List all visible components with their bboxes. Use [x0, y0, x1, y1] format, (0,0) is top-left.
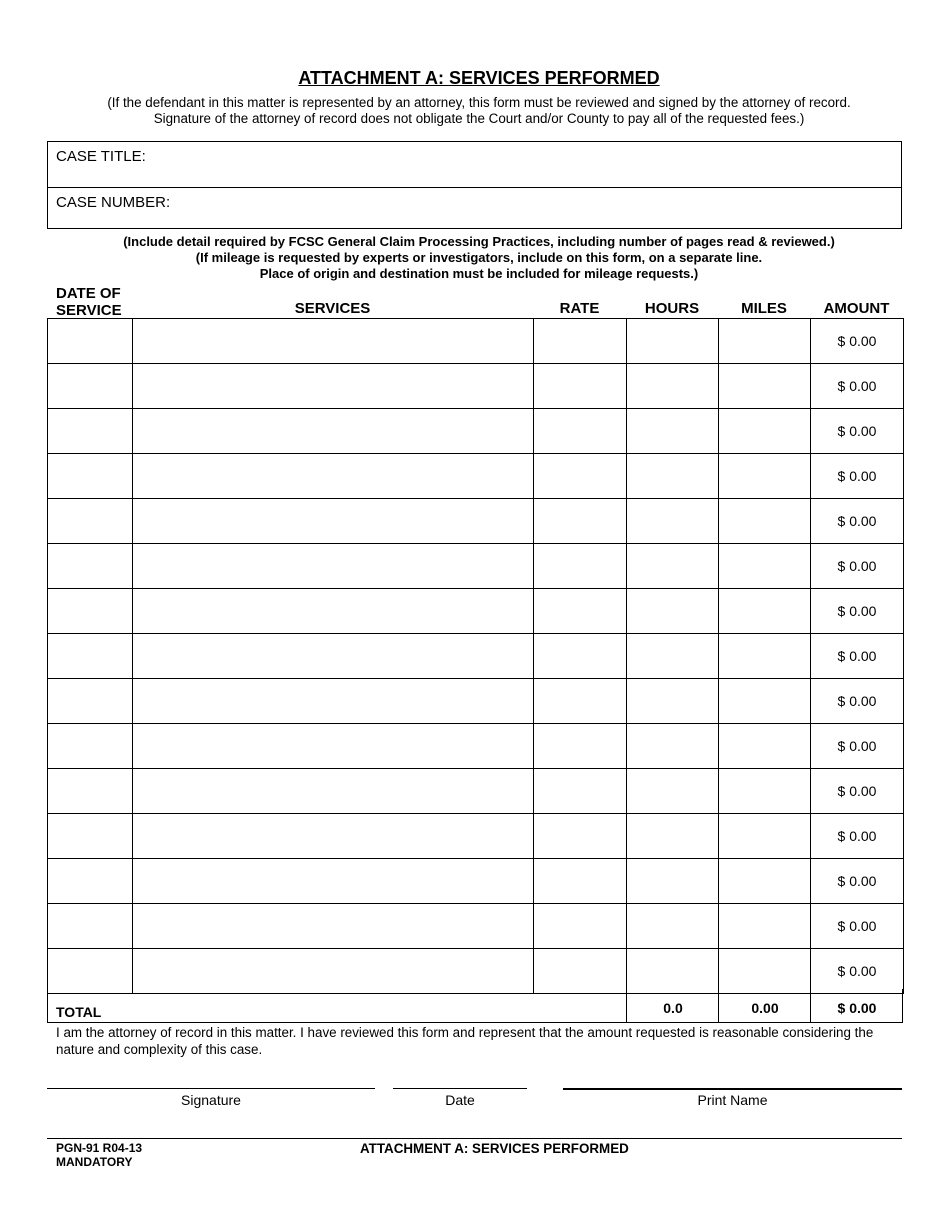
footer-mandatory: MANDATORY [56, 1155, 133, 1169]
form-title: ATTACHMENT A: SERVICES PERFORMED [298, 68, 660, 88]
footer-divider [47, 1138, 902, 1139]
total-row [47, 989, 903, 1023]
case-info-box [47, 141, 902, 229]
miles-cell[interactable] [719, 499, 811, 544]
services-cell[interactable] [133, 544, 534, 589]
services-cell[interactable] [133, 859, 534, 904]
hours-cell[interactable] [627, 634, 719, 679]
amount-cell: $ 0.00 [811, 814, 904, 859]
miles-cell[interactable] [719, 454, 811, 499]
date-label: Date [445, 1092, 475, 1108]
table-row [48, 679, 904, 724]
date-cell[interactable] [48, 319, 133, 364]
date-line[interactable] [393, 1088, 527, 1089]
amount-cell: $ 0.00 [811, 364, 904, 409]
services-cell[interactable] [133, 499, 534, 544]
services-cell[interactable] [133, 634, 534, 679]
amount-cell: $ 0.00 [811, 409, 904, 454]
miles-cell[interactable] [719, 679, 811, 724]
services-cell[interactable] [133, 454, 534, 499]
table-row [48, 904, 904, 949]
hours-cell[interactable] [627, 499, 719, 544]
table-row [48, 634, 904, 679]
services-cell[interactable] [133, 724, 534, 769]
miles-cell[interactable] [719, 589, 811, 634]
date-cell[interactable] [48, 589, 133, 634]
hours-cell[interactable] [627, 364, 719, 409]
instructions [40, 234, 918, 282]
hours-cell[interactable] [627, 589, 719, 634]
miles-cell[interactable] [719, 409, 811, 454]
rate-cell[interactable] [534, 679, 627, 724]
hours-cell[interactable] [627, 859, 719, 904]
rate-cell[interactable] [534, 499, 627, 544]
case-number-label: CASE NUMBER: [56, 194, 171, 211]
table-row [48, 454, 904, 499]
form-subtitle [40, 95, 918, 127]
date-cell[interactable] [48, 409, 133, 454]
rate-cell[interactable] [534, 589, 627, 634]
amount-cell: $ 0.00 [811, 679, 904, 724]
amount-cell: $ 0.00 [811, 544, 904, 589]
table-row [48, 499, 904, 544]
header-rate: RATE [559, 300, 600, 317]
table-row [48, 409, 904, 454]
hours-cell[interactable] [627, 679, 719, 724]
print-name-label: Print Name [697, 1092, 768, 1108]
table-row [48, 769, 904, 814]
hours-cell[interactable] [627, 544, 719, 589]
date-cell[interactable] [48, 544, 133, 589]
miles-cell[interactable] [719, 769, 811, 814]
header-date-line-1: DATE OF [56, 285, 121, 302]
services-table-body [48, 319, 904, 994]
header-date-of-service [56, 285, 122, 319]
header-date-line-2: SERVICE [56, 302, 122, 319]
rate-cell[interactable] [534, 859, 627, 904]
amount-cell: $ 0.00 [811, 859, 904, 904]
signature-label: Signature [181, 1092, 241, 1108]
miles-cell[interactable] [719, 724, 811, 769]
hours-cell[interactable] [627, 724, 719, 769]
amount-cell: $ 0.00 [811, 949, 904, 994]
footer-form-code: PGN-91 R04-13 [56, 1141, 143, 1155]
services-cell[interactable] [133, 409, 534, 454]
services-cell[interactable] [133, 814, 534, 859]
miles-cell[interactable] [719, 904, 811, 949]
hours-cell[interactable] [627, 409, 719, 454]
miles-cell[interactable] [719, 364, 811, 409]
rate-cell[interactable] [534, 364, 627, 409]
rate-cell[interactable] [534, 454, 627, 499]
header-services: SERVICES [294, 300, 371, 317]
miles-cell[interactable] [719, 634, 811, 679]
services-cell[interactable] [133, 769, 534, 814]
footer-form-id [56, 1141, 142, 1169]
signature-line[interactable] [47, 1088, 375, 1089]
services-cell[interactable] [133, 589, 534, 634]
date-cell[interactable] [48, 454, 133, 499]
case-number-row[interactable] [48, 188, 901, 234]
table-row [48, 544, 904, 589]
date-cell[interactable] [48, 814, 133, 859]
date-cell[interactable] [48, 679, 133, 724]
hours-cell[interactable] [627, 949, 719, 994]
hours-cell[interactable] [627, 904, 719, 949]
date-cell[interactable] [48, 859, 133, 904]
rate-cell[interactable] [534, 769, 627, 814]
rate-cell[interactable] [534, 634, 627, 679]
rate-cell[interactable] [534, 904, 627, 949]
services-cell[interactable] [133, 364, 534, 409]
miles-cell[interactable] [719, 319, 811, 364]
rate-cell[interactable] [534, 409, 627, 454]
rate-cell[interactable] [534, 544, 627, 589]
table-row [48, 319, 904, 364]
miles-cell[interactable] [719, 814, 811, 859]
print-name-line[interactable] [563, 1088, 902, 1090]
amount-cell: $ 0.00 [811, 499, 904, 544]
amount-cell: $ 0.00 [811, 454, 904, 499]
instructions-line-2: (If mileage is requested by experts or investigators, include on this form, on a separate line. [195, 250, 763, 265]
amount-cell: $ 0.00 [811, 319, 904, 364]
date-cell[interactable] [48, 949, 133, 994]
amount-cell: $ 0.00 [811, 724, 904, 769]
amount-cell: $ 0.00 [811, 589, 904, 634]
services-cell[interactable] [133, 949, 534, 994]
attestation-text: I am the attorney of record in this matter. I have reviewed this form and represent that the amount requested is reasonable considering the nature and complexity of this case. [56, 1025, 874, 1057]
total-miles: 0.00 [751, 1000, 779, 1016]
date-cell[interactable] [48, 364, 133, 409]
table-row [48, 859, 904, 904]
table-row [48, 814, 904, 859]
header-miles: MILES [741, 300, 787, 317]
date-cell[interactable] [48, 904, 133, 949]
instructions-line-1: (Include detail required by FCSC General Claim Processing Practices, including number of pages read & reviewed.) [123, 234, 835, 249]
total-hours: 0.0 [663, 1000, 683, 1016]
rate-cell[interactable] [534, 814, 627, 859]
amount-cell: $ 0.00 [811, 769, 904, 814]
miles-cell[interactable] [719, 949, 811, 994]
table-row [48, 589, 904, 634]
hours-cell[interactable] [627, 319, 719, 364]
table-row [48, 364, 904, 409]
date-cell[interactable] [48, 769, 133, 814]
case-title-row[interactable] [48, 142, 901, 188]
date-cell[interactable] [48, 499, 133, 544]
table-row [48, 724, 904, 769]
services-table [47, 318, 904, 994]
rate-cell[interactable] [534, 319, 627, 364]
rate-cell[interactable] [534, 724, 627, 769]
hours-cell[interactable] [627, 814, 719, 859]
subtitle-line-1: (If the defendant in this matter is represented by an attorney, this form must be reviewed and signed by the attorney of record. [107, 95, 851, 110]
miles-cell[interactable] [719, 544, 811, 589]
services-cell[interactable] [133, 904, 534, 949]
hours-cell[interactable] [627, 454, 719, 499]
rate-cell[interactable] [534, 949, 627, 994]
hours-cell[interactable] [627, 769, 719, 814]
services-cell[interactable] [133, 679, 534, 724]
miles-cell[interactable] [719, 859, 811, 904]
total-amount: $ 0.00 [837, 1000, 877, 1016]
instructions-line-3: Place of origin and destination must be included for mileage requests.) [259, 266, 699, 281]
subtitle-line-2: Signature of the attorney of record does not obligate the Court and/or County to pay all of the requested fees.) [153, 111, 805, 126]
header-hours: HOURS [644, 300, 700, 317]
services-cell[interactable] [133, 319, 534, 364]
date-cell[interactable] [48, 634, 133, 679]
header-amount: AMOUNT [823, 300, 890, 317]
amount-cell: $ 0.00 [811, 634, 904, 679]
date-cell[interactable] [48, 724, 133, 769]
amount-cell: $ 0.00 [811, 904, 904, 949]
table-row [48, 949, 904, 994]
case-title-label: CASE TITLE: [56, 148, 146, 165]
total-label: TOTAL [56, 1004, 102, 1020]
footer-title: ATTACHMENT A: SERVICES PERFORMED [360, 1141, 629, 1156]
